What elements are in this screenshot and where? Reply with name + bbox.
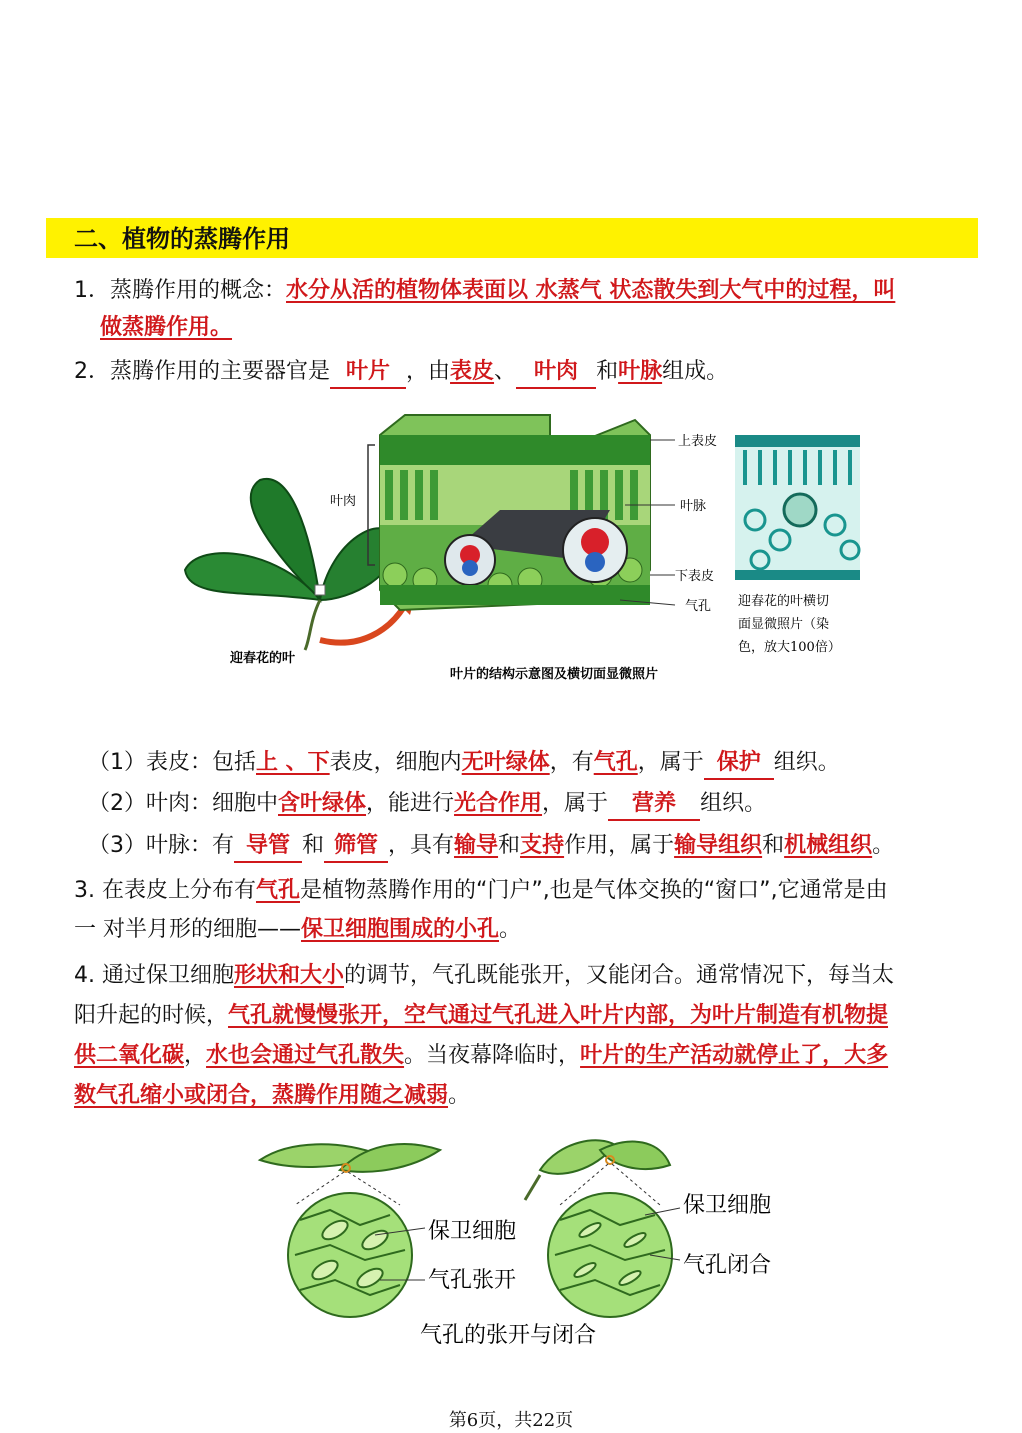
p2-suffix: 组成。 (662, 359, 729, 384)
p4-answer-stoma-close: 数气孔缩小或闭合，蒸腾作用随之减弱 (74, 1083, 449, 1108)
micro-caption-line1: 迎春花的叶横切 (738, 594, 830, 609)
sub3-text5: 和 (762, 833, 785, 858)
sub1-answer-stoma: 气孔 (593, 750, 638, 775)
sub2-prefix: （2）叶肉：细胞中 (88, 791, 278, 816)
label-lower-epidermis: 下表皮 (675, 569, 715, 584)
paragraph-1 (74, 273, 895, 309)
label-leaf: 迎春花的叶 (230, 651, 296, 666)
label-stoma: 气孔 (685, 599, 712, 614)
sub1-answer-upper-lower: 上 、下 (256, 750, 330, 775)
label-stoma-closed: 气孔闭合 (683, 1253, 772, 1278)
sub2-text3: 组织。 (700, 791, 767, 816)
paragraph-1-line2 (100, 310, 232, 346)
paragraph-2 (74, 354, 728, 390)
sub3-answer-mechanical-tissue: 机械组织 (784, 833, 873, 858)
sub2-text1: ，能进行 (366, 791, 455, 816)
sub1-text2: ，有 (549, 750, 594, 775)
micro-caption-line3: 色，放大100倍） (738, 640, 841, 655)
sub3-answer-sieve-tube: 筛管 (324, 831, 388, 863)
leaf-cross-section-block (380, 415, 650, 610)
label-upper-epidermis: 上表皮 (678, 434, 718, 449)
paragraph-3-line2 (74, 912, 521, 948)
label-stoma-open: 气孔张开 (428, 1268, 517, 1293)
p2-blank-mesophyll: 叶肉 (516, 357, 596, 389)
leaf-structure-figure (170, 400, 890, 700)
paragraph-4-line4 (74, 1078, 470, 1114)
label-guard-cell-right: 保卫细胞 (683, 1193, 772, 1218)
p3-line1-prefix: 3. 在表皮上分布有 (74, 878, 256, 903)
sub-item-mesophyll (88, 786, 766, 822)
p2-blank-vein: 叶脉 (618, 359, 663, 384)
p3-line1-suffix: 是植物蒸腾作用的“门户”,也是气体交换的“窗口”,它通常是由 (300, 878, 888, 903)
section-title: 二、植物的蒸腾作用 (74, 225, 290, 253)
sub1-text1: 表皮，细胞内 (329, 750, 462, 775)
paragraph-4-line1 (74, 958, 894, 994)
label-mesophyll: 叶肉 (330, 494, 357, 509)
p2-number: 2． (74, 359, 110, 384)
stoma-open-circle (288, 1193, 412, 1317)
sub3-answer-support: 支持 (520, 833, 565, 858)
sub1-text3: ，属于 (637, 750, 704, 775)
stoma-closed-circle (548, 1193, 672, 1317)
paragraph-4-line3 (74, 1038, 888, 1074)
sub3-answer-conducting-tissue: 输导组织 (674, 833, 763, 858)
p4-line1-prefix: 4. 通过保卫细胞 (74, 963, 234, 988)
leaf-micrograph (735, 435, 860, 580)
p4-answer-co2: 供二氧化碳 (74, 1043, 185, 1068)
sub-item-epidermis (88, 745, 840, 781)
paragraph-3-line1 (74, 873, 888, 909)
p4-line2-prefix: 阳升起的时候， (74, 1003, 229, 1028)
p2-blank-leaf: 叶片 (330, 357, 406, 389)
p1-answer-line1: 水分从活的植物体表面以 水蒸气 状态散失到大气中的过程，叫 (286, 278, 896, 303)
p3-answer-guard-cells: 保卫细胞围成的小孔 (301, 917, 500, 942)
p1-answer-line2: 做蒸腾作用。 (100, 315, 233, 340)
p3-line2-suffix: 。 (499, 917, 522, 942)
sub1-answer-no-chloroplast: 无叶绿体 (461, 750, 550, 775)
p4-line4-suffix: 。 (448, 1083, 471, 1108)
sub2-answer-nutritive: 营养 (608, 789, 700, 821)
p4-line1-suffix: 的调节，气孔既能张开，又能闭合。通常情况下，每当太 (344, 963, 895, 988)
p2-sep3: 和 (596, 359, 619, 384)
p4-answer-stoma-open: 气孔就慢慢张开，空气通过气孔进入叶片内部，为叶片制造有机物提 (228, 1003, 889, 1028)
p2-sep2: 、 (494, 359, 517, 384)
p1-prefix: 蒸腾作用的概念： (110, 278, 287, 303)
p3-answer-stoma: 气孔 (255, 878, 300, 903)
p4-line3-comma: ， (184, 1043, 207, 1068)
p2-blank-epidermis: 表皮 (450, 359, 495, 384)
figure1-caption: 叶片的结构示意图及横切面显微照片 (450, 667, 659, 682)
label-guard-cell-left: 保卫细胞 (428, 1219, 517, 1244)
p4-answer-water-loss: 水也会通过气孔散失 (206, 1043, 405, 1068)
sub3-answer-vessel: 导管 (234, 831, 302, 863)
sub2-answer-chloroplast: 含叶绿体 (278, 791, 367, 816)
sub2-answer-photosynthesis: 光合作用 (454, 791, 543, 816)
sub2-text2: ，属于 (542, 791, 609, 816)
sub-item-vein (88, 828, 894, 864)
p2-sep1: ，由 (406, 359, 451, 384)
p3-line2-prefix: 一 对半月形的细胞—— (74, 917, 301, 942)
figure2-caption: 气孔的张开与闭合 (420, 1323, 597, 1348)
sub1-text4: 组织。 (773, 750, 840, 775)
sub3-prefix: （3）叶脉：有 (88, 833, 234, 858)
p4-answer-shape-size: 形状和大小 (233, 963, 344, 988)
p4-answer-activity-stops: 叶片的生产活动就停止了，大多 (580, 1043, 889, 1068)
sub3-text6: 。 (872, 833, 895, 858)
p1-number: 1． (74, 278, 110, 303)
arrow-icon (320, 605, 405, 643)
label-vein: 叶脉 (680, 499, 707, 514)
stoma-figure (240, 1130, 800, 1360)
sub1-prefix: （1）表皮：包括 (88, 750, 256, 775)
paragraph-4-line2 (74, 998, 888, 1034)
sub3-text3: 和 (498, 833, 521, 858)
sub3-text4: 作用，属于 (564, 833, 675, 858)
sub3-text1: 和 (302, 833, 325, 858)
leaf-illustration (185, 479, 395, 650)
page-footer: 第6页，共22页 (448, 1410, 574, 1431)
sub1-answer-protective: 保护 (704, 748, 774, 780)
micro-caption-line2: 面显微照片（染 (738, 617, 830, 632)
p2-prefix: 蒸腾作用的主要器官是 (110, 359, 331, 384)
sub3-text2: ，具有 (388, 833, 455, 858)
p4-line3-mid: 。当夜幕降临时， (404, 1043, 581, 1068)
sub3-answer-conduction: 输导 (454, 833, 499, 858)
